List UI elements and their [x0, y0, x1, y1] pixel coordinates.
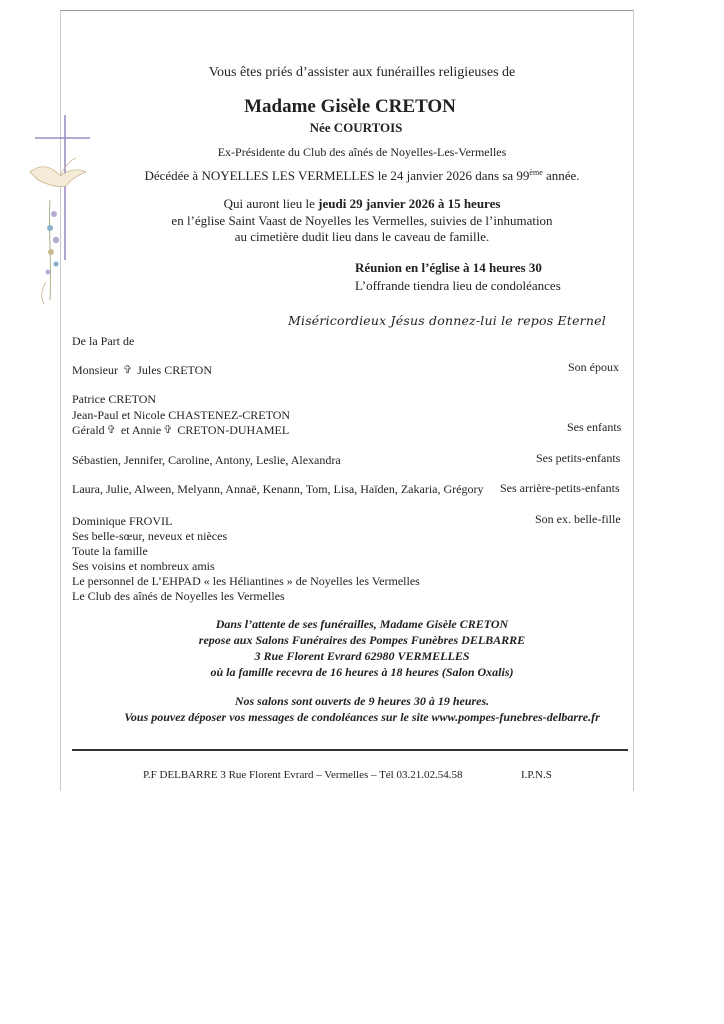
- funeral-home-line-2: repose aux Salons Funéraires des Pompes Funèbres DELBARRE: [198, 633, 526, 647]
- funeral-home-hours: Nos salons sont ouverts de 9 heures 30 à 19 heures.: [234, 694, 490, 708]
- offering-text: L’offrande tiendra lieu de condoléances: [355, 278, 561, 293]
- cross-icon: ✞: [163, 424, 173, 436]
- invitation-text: Vous êtes priés d’assister aux funérailles religieuses de: [208, 65, 516, 80]
- other-mourner: Toute la famille: [72, 544, 148, 558]
- funeral-home-website: Vous pouvez déposer vos messages de condoléances sur le site www.pompes-funebres-delbarre.fr: [124, 710, 600, 724]
- other-mourner: Le Club des aînés de Noyelles les Vermelles: [72, 589, 285, 603]
- spouse-relation: Son époux: [568, 360, 619, 374]
- prayer-text: Miséricordieux Jésus donnez-lui le repos Eternel: [288, 313, 606, 328]
- burial-text: au cimetière dudit lieu dans le caveau de famille.: [234, 229, 490, 244]
- great-grandchildren-names: Laura, Julie, Alween, Melyann, Annaë, Kenann, Tom, Lisa, Haïden, Zakaria, Grégory: [72, 482, 484, 496]
- daughter-in-law-name: Dominique FROVIL: [72, 514, 173, 528]
- cross-dove-decoration: [20, 110, 90, 310]
- funeral-home-visiting: où la famille recevra de 16 heures à 18 heures (Salon Oxalis): [210, 665, 514, 679]
- deceased-name: Madame Gisèle CRETON: [244, 96, 456, 117]
- cross-icon: ✞: [106, 424, 116, 436]
- ceremony-place: en l’église Saint Vaast de Noyelles les Vermelles, suivies de l’inhumation: [171, 213, 553, 228]
- daughter-in-law-relation: Son ex. belle-fille: [535, 512, 621, 526]
- grandchildren-relation: Ses petits-enfants: [536, 451, 621, 465]
- spouse-name: Monsieur ✞ Jules CRETON: [72, 363, 213, 377]
- cross-icon: ✞: [123, 364, 133, 376]
- footer-address: P.F DELBARRE 3 Rue Florent Evrard – Vermelles – Tél 03.21.02.54.58: [143, 769, 463, 781]
- role-text: Ex-Présidente du Club des aînés de Noyelles-Les-Vermelles: [217, 145, 507, 159]
- child-2: Jean-Paul et Nicole CHASTENEZ-CRETON: [72, 408, 291, 422]
- grandchildren-names: Sébastien, Jennifer, Caroline, Antony, Leslie, Alexandra: [72, 453, 341, 467]
- other-mourner: Le personnel de L’EHPAD « les Héliantines » de Noyelles les Vermelles: [72, 574, 420, 588]
- child-1: Patrice CRETON: [72, 392, 157, 406]
- other-mourner: Ses belle-sœur, neveux et nièces: [72, 529, 228, 543]
- death-text: Décédée à NOYELLES LES VERMELLES le 24 janvier 2026 dans sa 99ème année.: [144, 168, 580, 183]
- footer-divider: [72, 749, 628, 751]
- children-relation: Ses enfants: [567, 420, 622, 434]
- funeral-home-line-1: Dans l’attente de ses funérailles, Madame Gisèle CRETON: [215, 617, 509, 631]
- other-mourner: Ses voisins et nombreux amis: [72, 559, 215, 573]
- footer-printer: I.P.N.S: [521, 769, 552, 781]
- ceremony-date: Qui auront lieu le jeudi 29 janvier 2026 à 15 heures: [223, 196, 501, 211]
- child-3: Gérald ✞ et Annie ✞ CRETON-DUHAMEL: [72, 423, 290, 437]
- funeral-home-address: 3 Rue Florent Evrard 62980 VERMELLES: [254, 649, 470, 663]
- great-grandchildren-relation: Ses arrière-petits-enfants: [500, 481, 620, 495]
- maiden-name: Née COURTOIS: [309, 120, 403, 135]
- meeting-time: Réunion en l’église à 14 heures 30: [355, 260, 542, 275]
- from-label: De la Part de: [72, 334, 135, 348]
